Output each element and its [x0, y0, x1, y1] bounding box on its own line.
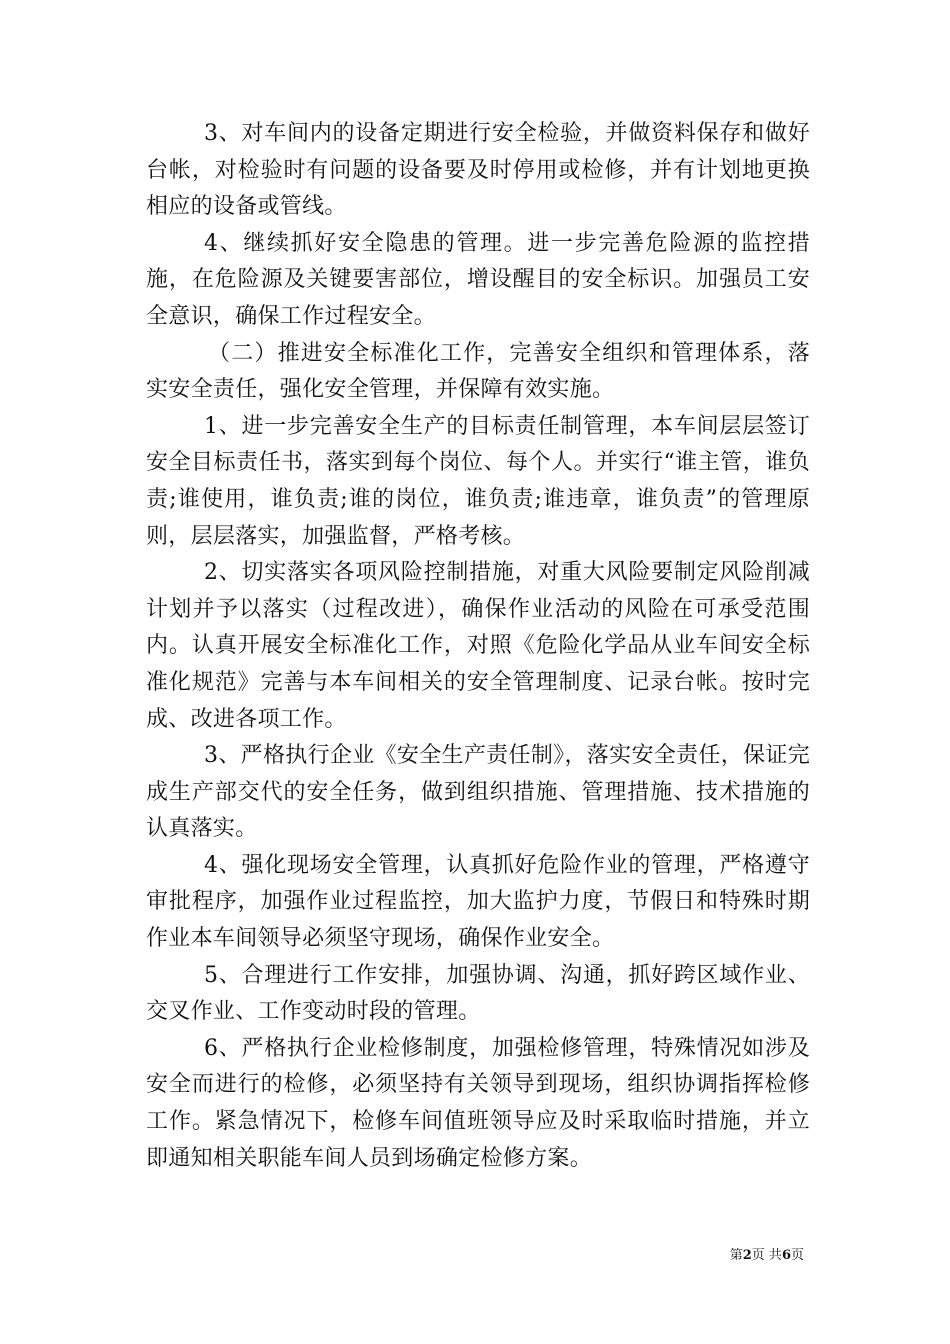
- footer-prefix: 第: [729, 1248, 743, 1263]
- footer-middle: 页 共: [751, 1248, 782, 1263]
- paragraph-item-4-site-safety: 4、强化现场安全管理，认真抓好危险作业的管理，严格遵守审批程序，加强作业过程监控，加大监护力度，节假日和特殊时期作业本车间领导必须坚守现场，确保作业安全。: [146, 852, 810, 952]
- total-page-number: 6: [781, 1248, 791, 1263]
- footer-suffix: 页: [790, 1248, 804, 1263]
- paragraph-item-6-maintenance-system: 6、严格执行企业检修制度，加强检修管理，特殊情况如涉及安全而进行的检修，必须坚持有关领导到现场，组织协调指挥检修工作。紧急情况下，检修车间值班领导应及时采取临时措施，并立即通知相关职能车间人员到场确定检修方案。: [146, 1035, 810, 1171]
- current-page-number: 2: [742, 1248, 752, 1263]
- paragraph-item-4-hazard-management: 4、继续抓好安全隐患的管理。进一步完善危险源的监控措施，在危险源及关键要害部位，增设醒目的安全标识。加强员工安全意识，确保工作过程安全。: [146, 230, 810, 329]
- paragraph-item-5-work-arrangement: 5、合理进行工作安排，加强协调、沟通，抓好跨区域作业、交叉作业、工作变动时段的管理。: [146, 962, 810, 1025]
- paragraph-item-1-responsibility-system: 1、进一步完善安全生产的目标责任制管理，本车间层层签订安全目标责任书，落实到每个岗位、每个人。并实行“谁主管，谁负责;谁使用，谁负责;谁的岗位，谁负责;谁违章，谁负责”的管理原则，层层落实，加强监督，严格考核。: [146, 413, 810, 549]
- section-heading-2-safety-standardization: （二）推进安全标准化工作，完善安全组织和管理体系，落实安全责任，强化安全管理，并保障有效实施。: [146, 340, 810, 403]
- document-body: [146, 116, 810, 1177]
- paragraph-item-2-risk-control: 2、切实落实各项风险控制措施，对重大风险要制定风险削减计划并予以落实（过程改进），确保作业活动的风险在可承受范围内。认真开展安全标准化工作，对照《危险化学品从业车间安全标准化规范》完善与本车间相关的安全管理制度、记录台帐。按时完成、改进各项工作。: [146, 560, 810, 732]
- paragraph-item-3-responsibility-execution: 3、严格执行企业《安全生产责任制》，落实安全责任，保证完成生产部交代的安全任务，做到组织措施、管理措施、技术措施的认真落实。: [146, 743, 810, 842]
- page-footer: [730, 1244, 804, 1263]
- paragraph-item-3-equipment-inspection: 3、对车间内的设备定期进行安全检验，并做资料保存和做好台帐，对检验时有问题的设备要及时停用或检修，并有计划地更换相应的设备或管线。: [146, 121, 810, 220]
